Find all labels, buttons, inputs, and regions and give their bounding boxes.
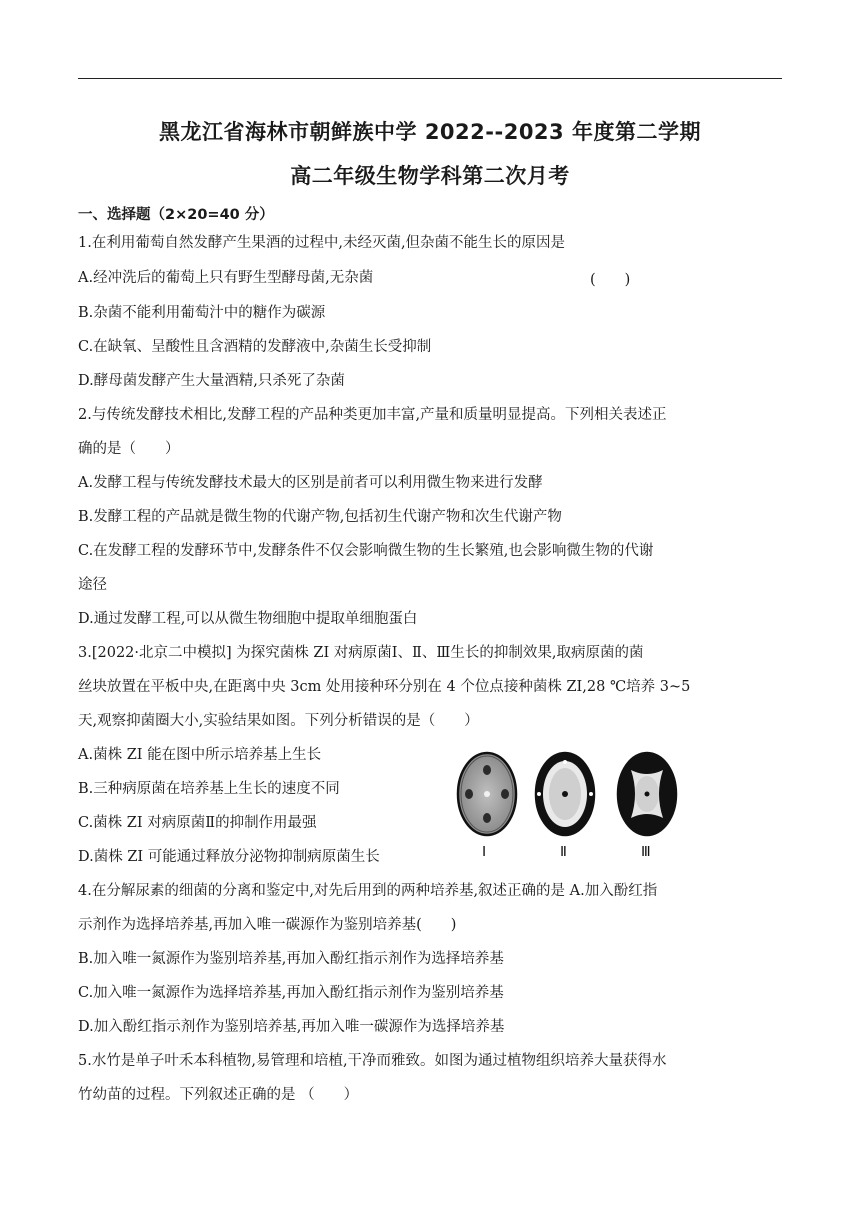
plate-label-2: Ⅱ — [560, 845, 567, 860]
question-3-stem-line3: 天,观察抑菌圈大小,实验结果如图。下列分析错误的是（ ） — [78, 713, 479, 729]
question-1-answer-blank: ( ) — [590, 272, 631, 288]
question-3-stem-line2: 丝块放置在平板中央,在距离中央 3cm 处用接种环分别在 4 个位点接种菌株 ZI,28 ℃培养 3~5 — [78, 679, 691, 695]
plate-3 — [618, 753, 676, 835]
question-1-option-d: D.酵母菌发酵产生大量酒精,只杀死了杂菌 — [78, 373, 345, 389]
section-heading: 一、选择题（2×20=40 分） — [78, 207, 274, 223]
question-2-option-c-cont: 途径 — [78, 577, 107, 593]
document-title: 黑龙江省海林市朝鲜族中学 2022--2023 年度第二学期 — [159, 120, 701, 144]
culture-plates-figure — [455, 748, 685, 860]
question-5-stem-line1: 5.水竹是单子叶禾本科植物,易管理和培植,干净而雅致。如图为通过植物组织培养大量获得水 — [78, 1053, 667, 1069]
question-2-stem-line1: 2.与传统发酵技术相比,发酵工程的产品种类更加丰富,产量和质量明显提高。下列相关表述正 — [78, 407, 667, 423]
question-1-option-c: C.在缺氧、呈酸性且含酒精的发酵液中,杂菌生长受抑制 — [78, 339, 432, 355]
question-2-option-a: A.发酵工程与传统发酵技术最大的区别是前者可以利用微生物来进行发酵 — [78, 475, 543, 491]
header-rule — [78, 78, 782, 79]
question-1-stem: 1.在利用葡萄自然发酵产生果酒的过程中,未经灭菌,但杂菌不能生长的原因是 — [78, 235, 566, 251]
question-3-option-d: D.菌株 ZI 可能通过释放分泌物抑制病原菌生长 — [78, 849, 380, 865]
question-2-stem-line2: 确的是（ ） — [78, 441, 180, 457]
plate-2 — [536, 753, 594, 835]
question-4-option-d: D.加入酚红指示剂作为鉴别培养基,再加入唯一碳源作为选择培养基 — [78, 1019, 505, 1035]
plate-label-1: Ⅰ — [482, 845, 487, 860]
question-4-stem-line1: 4.在分解尿素的细菌的分离和鉴定中,对先后用到的两种培养基,叙述正确的是 A.加入酚红指 — [78, 883, 658, 899]
question-1-option-a: A.经冲洗后的葡萄上只有野生型酵母菌,无杂菌 — [78, 270, 374, 286]
question-3-option-b: B.三种病原菌在培养基上生长的速度不同 — [78, 781, 340, 797]
question-4-stem-line2: 示剂作为选择培养基,再加入唯一碳源作为鉴别培养基( ) — [78, 917, 457, 933]
question-4-option-b: B.加入唯一氮源作为鉴别培养基,再加入酚红指示剂作为选择培养基 — [78, 951, 504, 967]
question-3-stem-line1: 3.[2022·北京二中模拟] 为探究菌株 ZI 对病原菌Ⅰ、Ⅱ、Ⅲ生长的抑制效果,取病原菌的菌 — [78, 645, 644, 661]
question-3-option-c: C.菌株 ZI 对病原菌Ⅱ的抑制作用最强 — [78, 815, 317, 831]
plate-label-3: Ⅲ — [641, 845, 651, 860]
question-5-stem-line2: 竹幼苗的过程。下列叙述正确的是 （ ） — [78, 1087, 359, 1103]
plate-1 — [458, 753, 516, 835]
question-4-option-c: C.加入唯一氮源作为选择培养基,再加入酚红指示剂作为鉴别培养基 — [78, 985, 504, 1001]
question-2-option-b: B.发酵工程的产品就是微生物的代谢产物,包括初生代谢产物和次生代谢产物 — [78, 509, 562, 525]
question-2-option-c: C.在发酵工程的发酵环节中,发酵条件不仅会影响微生物的生长繁殖,也会影响微生物的代谢 — [78, 543, 654, 559]
question-3-option-a: A.菌株 ZI 能在图中所示培养基上生长 — [78, 747, 322, 763]
question-2-option-d: D.通过发酵工程,可以从微生物细胞中提取单细胞蛋白 — [78, 611, 418, 627]
document-subtitle: 高二年级生物学科第二次月考 — [290, 164, 570, 188]
question-1-option-b: B.杂菌不能利用葡萄汁中的糖作为碳源 — [78, 305, 326, 321]
